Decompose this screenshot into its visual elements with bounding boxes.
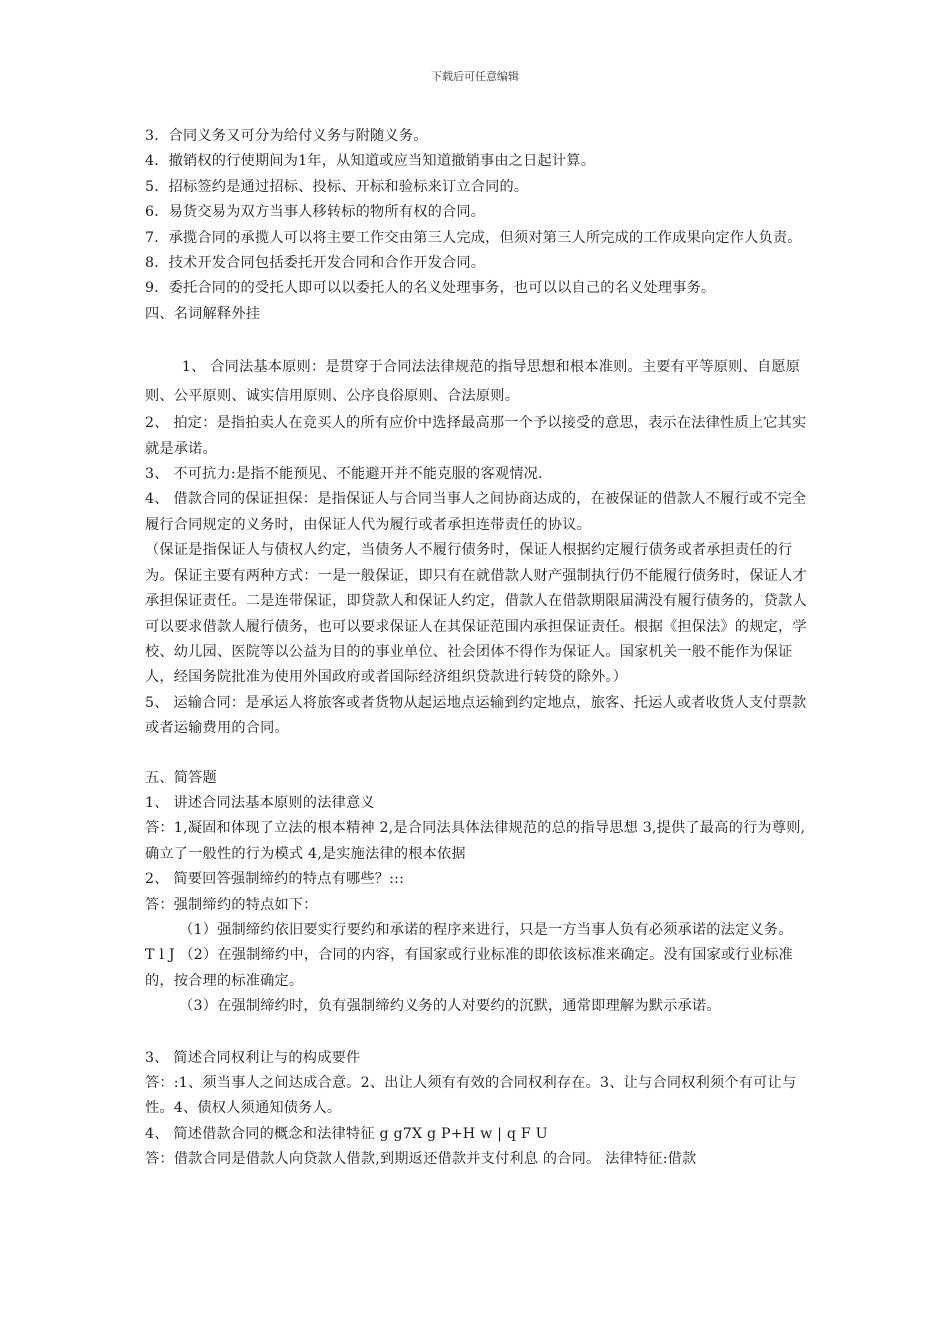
answer: 答：:1、须当事人之间达成合意。2、出让人须有有效的合同权利存在。3、让与合同权利须个有可让与性。4、债权人须通知债务人。	[145, 1075, 797, 1117]
question: 1、 讲述合同法基本原则的法律意义	[145, 794, 375, 811]
question: 4、 简述借款合同的概念和法律特征 g g7X g P+H w | q F U	[145, 1125, 548, 1142]
definition-item: 3、 不可抗力:是指不能预见、不能避开并不能克服的客观情况.	[145, 466, 543, 483]
list-item: 8．技术开发合同包括委托开发合同和合作开发合同。	[145, 255, 486, 272]
question: 3、 简述合同权利让与的构成要件	[145, 1049, 361, 1066]
answer: 答：1,凝固和体现了立法的根本精神 2,是合同法具体法律规范的总的指导思想 3,提供了最高的行为尊则,确立了一般性的行为模式 4,是实施法律的根本依据	[145, 820, 806, 862]
list-item: 7．承揽合同的承揽人可以将主要工作交由第三人完成，但须对第三人所完成的工作成果向定作人负责。	[145, 229, 802, 246]
definition-item: 2、 拍定：是指拍卖人在竞买人的所有应价中选择最高那一个予以接受的意思，表示在法律性质上它其实就是承诺。	[145, 415, 807, 457]
section-heading: 五、简答题	[145, 769, 217, 786]
definition-item: 4、 借款合同的保证担保：是指保证人与合同当事人之间协商达成的，在被保证的借款人不履行或不完全履行合同规定的义务时，由保证人代为履行或者承担连带责任的协议。	[145, 491, 807, 533]
answer-point: （3）在强制缔约时，负有强制缔约义务的人对要约的沉默，通常即理解为默示承诺。	[179, 998, 721, 1015]
answer-point: （1）强制缔约依旧要实行要约和承诺的程序来进行，只是一方当事人负有必须承诺的法定义务。	[179, 921, 793, 938]
list-item: 6．易货交易为双方当事人移转标的物所有权的合同。	[145, 204, 486, 221]
list-item: 4．撤销权的行使期间为1年，从知道或应当知道撤销事由之日起计算。	[145, 153, 596, 170]
question: 2、 简要回答强制缔约的特点有哪些？:::	[145, 871, 405, 888]
section-heading: 四、名词解释外挂	[145, 305, 261, 322]
list-item: 5．招标签约是通过招标、投标、开标和验标来订立合同的。	[145, 178, 529, 195]
answer-point: T l J （2）在强制缔约中，合同的内容，有国家或行业标准的即依该标准来确定。没有国家或行业标准的，按合理的标准确定。	[145, 947, 793, 989]
list-item: 9．委托合同的的受托人即可以以委托人的名义处理事务，也可以以自己的名义处理事务。	[145, 280, 716, 297]
definition-note: （保证是指保证人与债权人约定，当债务人不履行债务时，保证人根据约定履行债务或者承担责任的行为。保证主要有两种方式：一是一般保证，即只有在就借款人财产强制执行仍不能履行债务时，保证人才承担保证责任。二是连带保证，即贷款人和保证人约定，借款人在借款期限届满没有履行债务的，贷款人可以要求借款人履行债务，也可以要求保证人在其保证范围内承担保证责任。根据《担保法》的规定，学校、幼儿园、医院等以公益为目的的事业单位、社会团体不得作为保证人。国家机关一般不能作为保证人，经国务院批准为使用外国政府或者国际经济组织贷款进行转贷的除外。）	[145, 542, 807, 686]
definition-item: 1、 合同法基本原则：是贯穿于合同法法律规范的指导思想和根本准则。主要有平等原则、自愿原则、公平原则、诚实信用原则、公序良俗原则、合法原则。	[145, 359, 801, 405]
definition-item: 5、 运输合同：是承运人将旅客或者货物从起运地点运输到约定地点，旅客、托运人或者收货人支付票款或者运输费用的合同。	[145, 694, 807, 737]
document-body	[145, 124, 810, 1173]
page-header: 下载后可任意编辑	[431, 70, 519, 83]
answer: 答：强制缔约的特点如下：	[145, 896, 318, 913]
list-item: 3．合同义务又可分为给付义务与附随义务。	[145, 128, 428, 144]
answer: 答：借款合同是借款人向贷款人借款,到期返还借款并支付利息 的合同。 法律特征:借款	[145, 1151, 697, 1168]
